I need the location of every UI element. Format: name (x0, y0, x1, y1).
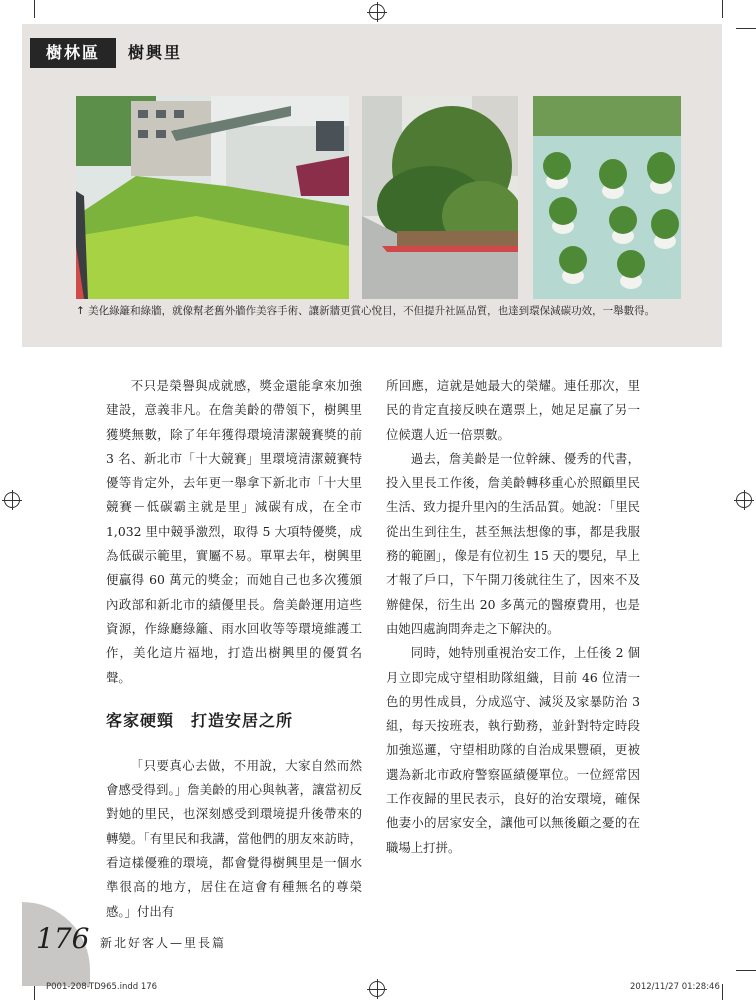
section-heading: 客家硬頸 打造安居之所 (106, 710, 294, 730)
photo-green-hedge (76, 96, 349, 299)
crop-mark (722, 984, 723, 1000)
paragraph: 「只要真心去做，不用說，大家自然而然會感受得到。」詹美齡的用心與執著，讓當初反對她的里民，也深刻感受到環境提升後帶來的轉變。「有里民和我講，當他們的朋友來訪時，看這樣優雅的環境，都會覺得樹興里是一個水準很高的地方，居住在這會有種無名的尊榮感。」付出有 (106, 757, 362, 919)
crop-mark (736, 28, 756, 29)
article-column-right (386, 374, 640, 860)
registration-mark-icon (369, 981, 385, 997)
book-title: 新北好客人—里長篇 (100, 936, 227, 950)
page-number: 176 (36, 922, 90, 955)
paragraph: 所回應，這就是她最大的榮耀。連任那次，里民的肯定直接反映在選票上，她足足贏了另一位候選人近一倍票數。 (386, 378, 640, 442)
village-title: 樹興里 (128, 43, 183, 62)
print-slug-file: P001-208-TD965.indd 176 (46, 982, 158, 992)
photo-corner-garden (362, 96, 518, 299)
registration-mark-icon (736, 492, 752, 508)
registration-mark-icon (369, 4, 385, 20)
article-column-left (106, 374, 362, 924)
print-slug-date: 2012/11/27 01:28:46 (630, 982, 720, 992)
photo-green-wall (533, 96, 681, 299)
crop-mark (722, 0, 723, 18)
paragraph: 不只是榮譽與成就感，獎金還能拿來加強建設，意義非凡。在詹美齡的帶領下，樹興里獲獎無數，除了年年獲得環境清潔競賽獎的前 3 名、新北市「十大競賽」里環境清潔競賽特優等肯定外，去年更一舉拿下新北市「十大里競賽－低碳霸主就是里」減碳有成，在全市 1,032 里中競爭激烈，取得 5 大項特優獎，成為低碳示範里，實屬不易。單單去年，樹興里便贏得 60 萬元的獎金；而她自己也多次獲頒內政部和新北市的績優里長。詹美齡運用這些資源，作綠廳綠籬、雨水回收等等環境維護工作，美化這片福地，打造出樹興里的優質名聲。 (106, 378, 362, 685)
crop-mark (736, 970, 756, 971)
paragraph: 過去，詹美齡是一位幹練、優秀的代書，投入里長工作後，詹美齡轉移重心於照顧里民生活、致力提升里內的生活品質。她說：「里民從出生到往生，甚至無法想像的事，都是我服務的範圍」，像是有位初生 15 天的嬰兒，早上才報了戶口，下午開刀後就往生了，因來不及辦健保，衍生出 20 多萬元的醫療費用，也是由她四處詢問奔走之下解決的。 (386, 450, 641, 636)
photo-caption: ↑ 美化綠籬和綠牆，就像幫老舊外牆作美容手術、讓新牆更賞心悅目，不但提升社區品質，也達到環保減碳功效，一舉數得。 (76, 305, 656, 317)
crop-mark (34, 0, 35, 18)
registration-mark-icon (4, 492, 20, 508)
district-tag: 樹林區 (30, 38, 116, 68)
crop-mark (34, 984, 35, 1000)
paragraph: 同時，她特別重視治安工作，上任後 2 個月立即完成守望相助隊組織，目前 46 位清一色的男性成員，分成巡守、減災及家暴防治 3 組，每天按班表，執行勤務，並針對特定時段加強巡邏，守望相助隊的自治成果豐碩，更被選為新北市政府警察區績優單位。一位經常因工作夜歸的里民表示，良好的治安環境，確保他妻小的居家安全，讓他可以無後顧之憂的在職場上打拼。 (386, 645, 640, 855)
